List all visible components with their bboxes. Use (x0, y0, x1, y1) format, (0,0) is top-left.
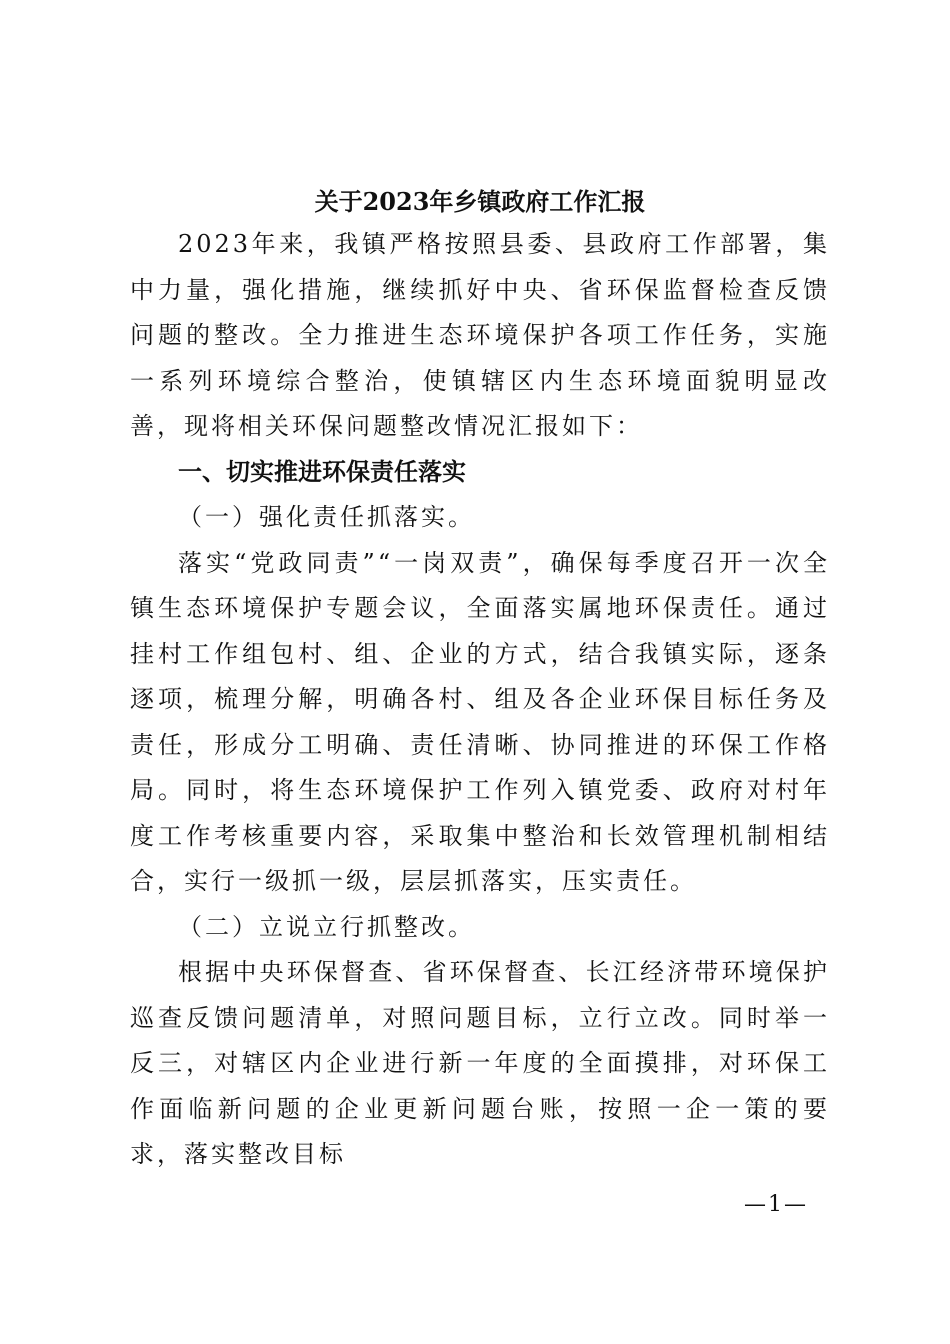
intro-paragraph: 2023年来，我镇严格按照县委、县政府工作部署，集中力量，强化措施，继续抓好中央、省环保监督检查反馈问题的整改。全力推进生态环境保护各项工作任务，实施一系列环境综合整治，使镇辖区内生态环境面貌明显改善，现将相关环保问题整改情况汇报如下： (130, 230, 830, 440)
document-body (130, 182, 830, 1178)
subsection-heading-1: （一）强化责任抓落实。 (178, 503, 475, 531)
page-number: —1— (744, 1192, 808, 1217)
subsection-body-1: 落实“党政同责”“一岗双责”，确保每季度召开一次全镇生态环境保护专题会议，全面落实属地环保责任。通过挂村工作组包村、组、企业的方式，结合我镇实际，逐条逐项，梳理分解，明确各村、组及各企业环保目标任务及责任，形成分工明确、责任清晰、协同推进的环保工作格局。同时，将生态环境保护工作列入镇党委、政府对村年度工作考核重要内容，采取集中整治和长效管理机制相结合，实行一级抓一级，层层抓落实，压实责任。 (130, 548, 830, 895)
document-title: 关于2023年乡镇政府工作汇报 (314, 187, 646, 216)
subsection-heading-2: （二）立说立行抓整改。 (178, 912, 475, 941)
subsection-body-2: 根据中央环保督查、省环保督查、长江经济带环境保护巡查反馈问题清单，对照问题目标，立行立改。同时举一反三，对辖区内企业进行新一年度的全面摸排，对环保工作面临新问题的企业更新问题台账，按照一企一策的要求，落实整改目标 (130, 958, 830, 1168)
section-heading-1: 一、切实推进环保责任落实 (178, 457, 466, 486)
